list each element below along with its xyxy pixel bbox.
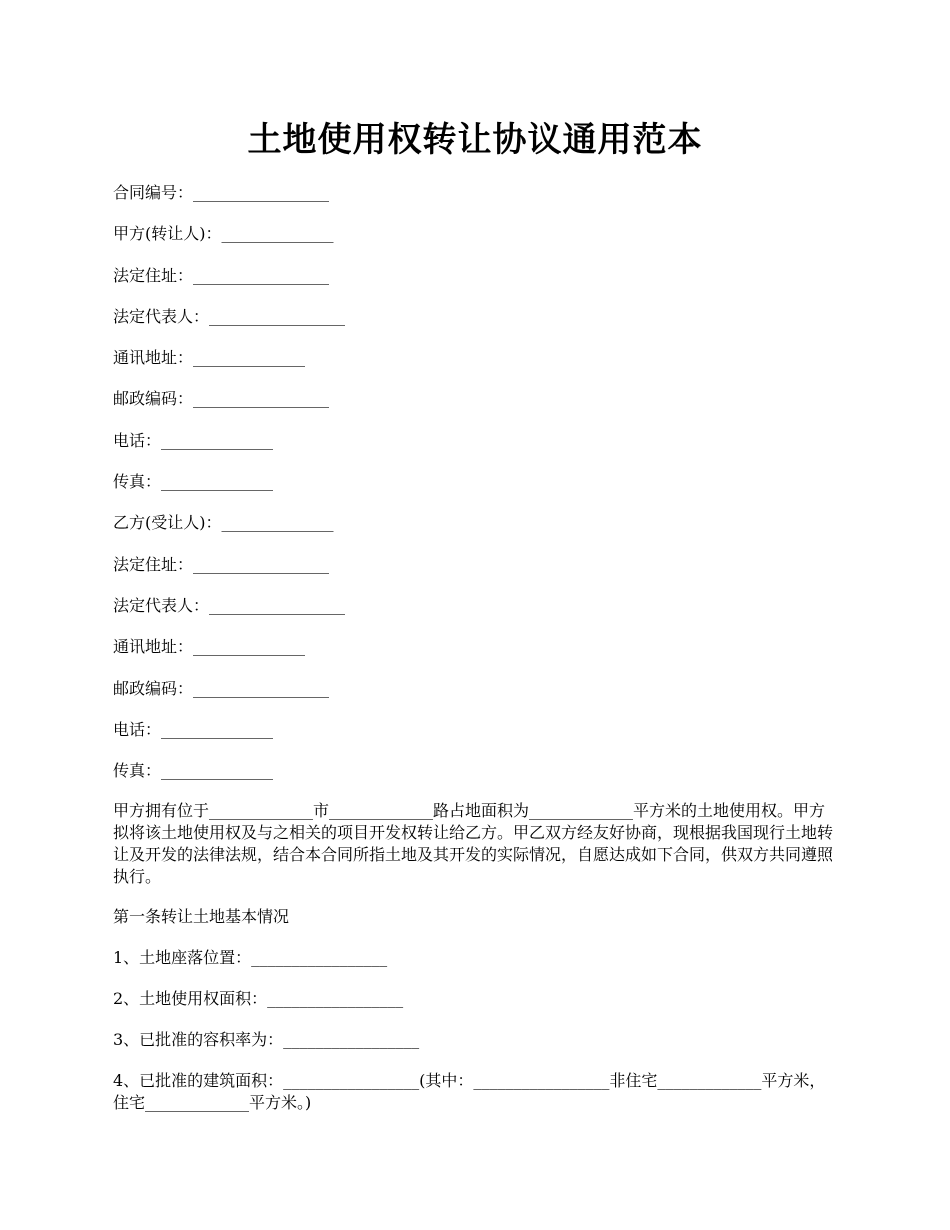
intro-paragraph: 甲方拥有位于_____________市_____________路占地面积为_____________平方米的土地使用权。甲方拟将该土地使用权及与之相关的项目开发权转让给乙方。甲乙双方经友好协商，现根据我国现行土地转让及开发的法律法规，结合本合同所指土地及其开发的实际情况，自愿达成如下合同，供双方共同遵照执行。 (113, 801, 834, 886)
party-a-name-field: 甲方(转让人)：______________ (113, 224, 334, 244)
party-b-fax-field: 传真：______________ (113, 761, 274, 781)
article-item-plot-ratio: 3、已批准的容积率为：_________________ (113, 1030, 420, 1049)
article-heading: 第一条转让土地基本情况 (113, 907, 290, 926)
party-a-postcode-field: 邮政编码：_________________ (113, 389, 330, 409)
party-b-address-field: 法定住址：_________________ (113, 554, 330, 574)
party-a-address-field: 法定住址：_________________ (113, 265, 330, 285)
party-b-phone-field: 电话：______________ (113, 719, 274, 739)
party-info-fields (113, 182, 843, 801)
contract-number-field: 合同编号：_________________ (113, 183, 330, 202)
article-item-area: 2、土地使用权面积：_________________ (113, 989, 404, 1008)
document-title: 土地使用权转让协议通用范本 (247, 120, 703, 160)
party-a-fax-field: 传真：______________ (113, 472, 274, 492)
party-b-postcode-field: 邮政编码：_________________ (113, 678, 330, 698)
party-a-phone-field: 电话：______________ (113, 430, 274, 450)
article-item-building-area: 4、已批准的建筑面积：_________________(其中：_________________非住宅_____________平方米，住宅_____________平方米。) (113, 1071, 826, 1112)
party-a-representative-field: 法定代表人：_________________ (113, 306, 346, 326)
party-b-representative-field: 法定代表人：_________________ (113, 595, 346, 615)
party-b-name-field: 乙方(受让人)：______________ (113, 513, 334, 533)
article-item-location: 1、土地座落位置：_________________ (113, 948, 388, 967)
party-b-mailing-address-field: 通讯地址：______________ (113, 637, 306, 657)
articles-section (113, 906, 838, 1133)
party-a-mailing-address-field: 通讯地址：______________ (113, 348, 306, 368)
